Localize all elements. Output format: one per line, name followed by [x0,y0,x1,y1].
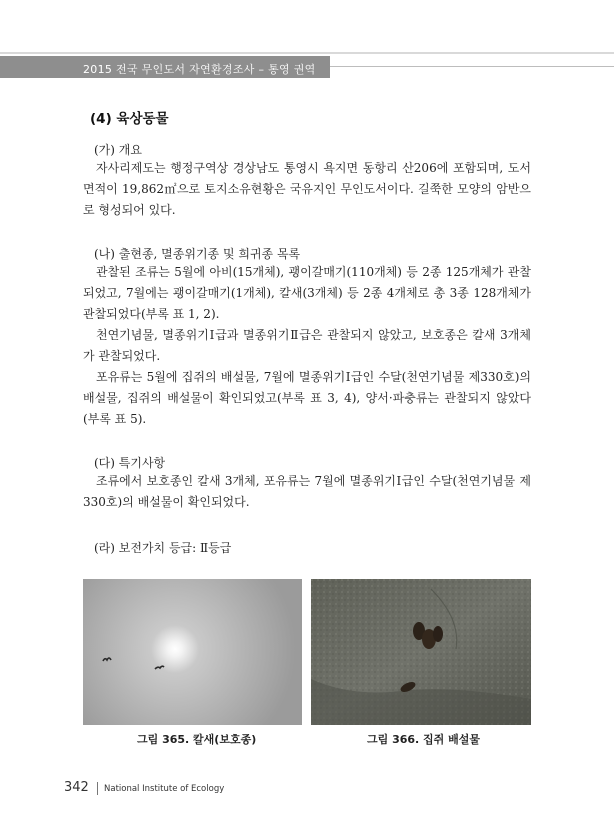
overview-heading: (가) 개요 [94,143,142,157]
notes-heading: (다) 특기사항 [94,456,166,470]
species-heading: (나) 출현종, 멸종위기종 및 희귀종 목록 [94,247,301,261]
footer-institution: National Institute of Ecology [104,784,225,794]
section-title: (4) 육상동물 [90,111,169,127]
figure-365-caption: 그림 365. 칼새(보호종) [137,733,257,746]
top-rule [0,52,614,54]
species-paragraph-protected: 천연기념물, 멸종위기Ⅰ급과 멸종위기Ⅱ급은 관찰되지 않았고, 보호종은 칼새 3개체가 관찰되었다. [83,328,531,363]
running-header-rule [330,66,614,67]
species-paragraph-birds: 관찰된 조류는 5월에 아비(15개체), 괭이갈매기(110개체) 등 2종 125개체가 관찰되었고, 7월에는 괭이갈매기(1개체), 칼새(3개체) 등 2종 4개체로 총 3종 128개체가 관찰되었다(부록 표 1, 2). [83,265,531,321]
notes-paragraph: 조류에서 보호종인 칼새 3개체, 포유류는 7월에 멸종위기Ⅰ급인 수달(천연기념물 제330호)의 배설물이 확인되었다. [83,474,531,509]
dropping-3 [433,626,443,642]
running-header-title: 2015 전국 무인도서 자연환경조사 – 통영 권역 [83,63,316,76]
swift-photo [83,579,302,725]
figure-366-caption: 그림 366. 집쥐 배설물 [367,733,481,746]
footer-separator [97,782,98,795]
page-number: 342 [64,780,89,795]
overview-paragraph: 자사리제도는 행정구역상 경상남도 통영시 욕지면 동항리 산206에 포함되며, 도서면적이 19,862㎡으로 토지소유현황은 국유지인 무인도서이다. 길쭉한 모양의 암반으로 형성되어 있다. [83,161,531,217]
species-paragraph-mammals: 포유류는 5월에 집쥐의 배설물, 7월에 멸종위기Ⅰ급인 수달(천연기념물 제330호)의 배설물, 집쥐의 배설물이 확인되었고(부록 표 3, 4), 양서·파충류는 관찰되지 않았다(부록 표 5). [83,370,531,426]
rat-droppings-photo [311,579,531,725]
grade-heading: (라) 보전가치 등급: Ⅱ등급 [94,541,232,555]
